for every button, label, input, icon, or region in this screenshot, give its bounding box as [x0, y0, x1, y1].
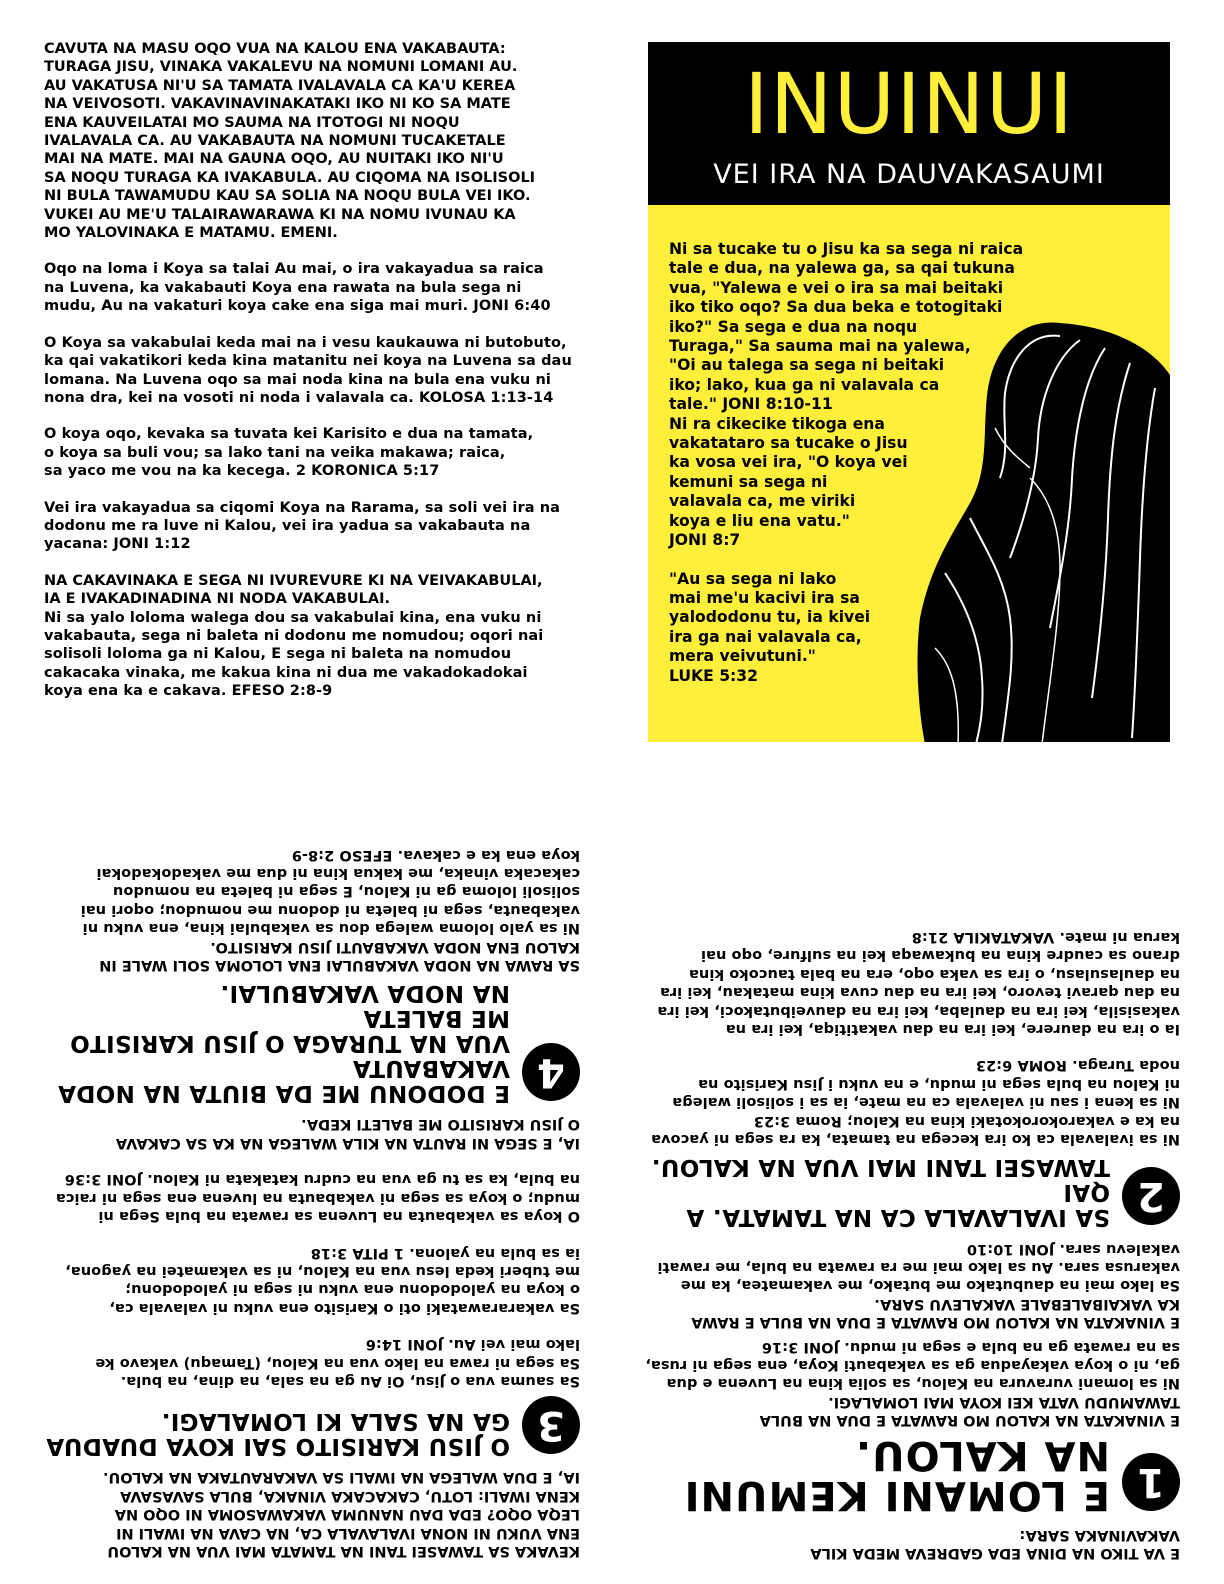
verse-joni-14-6: Sa sauma vua o Jisu, Oi Au ga na sala, na dina, na bula. Sa sega ni rawa na lako vua na Kalou, (Tamaqu) vakavo ke lako mai vei Au. JONI 14:6	[95, 1336, 580, 1389]
verse-efeso-2-8: Ni sa yalo loloma walega dou sa vakabulai kina, ena vuku ni vakabauta, sega ni baleta ni dodonu me nomudou; oqori nai solisoli loloma ga ni Kalou, E sega ni baleta na nomudou cakacaka vinaka, me kakua kina ni dua me vakadokadokai koya ena ka e cakava. EFESO 2:8-9	[80, 846, 580, 937]
step-3-title: O JISU KARISITO SAI KOYA DUADUA GA NA SALA KI LOMALAGI.	[46, 1407, 510, 1459]
verse-vakatakila: Ia o ira na daurere, kei ira na dau vakatitiqa, kei ira na vakasisila, kei ira na daulaba, kei ira na dauveibutakoci, kei ira na dau qaravi tevoro, kei ira na dau cuva kina matakau, kei ira na daulasulasu, o ira sa vaka oqo, era na bala taucoko kina drano sa caudre kina na bukawaqa kei na sulfure, oqo nai karua ni mate. VAKATAKILA 21:8	[657, 929, 1180, 1038]
cover-verse-joni-8: Ni sa tucake tu o Jisu ka sa sega ni raica tale e dua, na yalewa ga, sa qai tukuna vua, "Yalewa e vei o ira sa mai beitaki iko tiko oqo? Sa dua beka e totogitaki iko?" Sa sega e dua na noqu Turaga," Sa sauma mai na yalewa, "Oi au talega sa sega ni beitaki iko; lako, kua ga ni valavala ca tale." JONI 8:10-11 Ni ra cikecike tikoga ena vakatataro sa tucake o Jisu ka vosa vei ira, "O koya vei kemuni sa sega ni valavala ca, me viriki koya e liu ena vatu." JONI 8:7	[669, 240, 1024, 550]
verse-joni-3-16: Ni sa lomani vuravura na Kalou, sa solia kina na Luvena e dua ga, ni o koya vakayadua ga sa vakabauti Koya, ena sega ni rusa, sa na rawata ga na bula e sega ni mudu. JONI 3:16	[645, 1338, 1180, 1392]
verse-joni-10-10: Sa lako mai na daubutako me butako, me vakamatea, ka me vakarusa sara. Au sa lako mai me ra rawata na bula, me rawati vakalevu sara. JONI 10:10	[657, 1240, 1180, 1294]
verse-efeso: Ni sa yalo loloma walega dou sa vakabulai kina, ena vuku ni vakabauta, sega ni baleta ni dodonu me nomudou; oqori nai solisoli loloma ga ni Kalou, E sega ni baleta na nomudou cakacaka vinaka, me kakua kina ni dua me vakadokadokai koya ena ka e cakava. EFESO 2:8-9	[44, 609, 544, 700]
works-heading: NA CAKAVINAKA E SEGA NI IVUREVURE KI NA VEIVAKABULAI, IA E IVAKADINADINA NI NODA VAKABULAI.	[44, 572, 543, 608]
step-4	[40, 980, 580, 1105]
prayer-panel	[44, 40, 584, 701]
steps-1-2-panel	[640, 822, 1180, 1562]
step-4-heading: SA RAWA NA NODA VAKABULAI ENA LOLOMA SOLI WALE IN KALOU ENA NODA VAKABAUTI JISU KARISITO.	[99, 938, 580, 974]
knowing-not-enough: IA, E SEGA NI RAUTA NA KILA WALEGA NA KA SA CAKAVA O JISU KARISITO ME BALETI KEDA.	[115, 1116, 580, 1151]
step-1-title: E LOMANI KEMUNI NA KALOU.	[683, 1432, 1110, 1519]
verse-roma-3-23: Ni sa ivalavala ca ko ira kecega na tamata, ka ra sega ni yacova na ka e vakarokorokotaki kina na Kalou; Roma 3:23	[651, 1112, 1180, 1148]
step-3	[40, 1396, 580, 1458]
solution-intro: KEVAKA SA TAWASEI TANI NA TAMATA MAI VUA NA KALOU ENA VUKU NI NONA IVALAVALA CA, NA CAVA NA IWALI NI LEQA OQO? EDA DAU NANUMA VAKAWASOMA NI OQO NA KENA IWALI: LOTU, CAKACAKA VINAKA, BULA SAVASAVA IA, E DUA WALEGA NA IWALI SA VAKARAUTAKA NA KALOU.	[103, 1469, 580, 1559]
verse-kolosa: O Koya sa vakabulai keda mai na i vesu kaukauwa ni butobuto, ka qai vakatikori keda kina matanitu nei koya na Luvena sa dau lomana. Na Luvena oqo sa mai noda kina na bula ena vuku ni nona dra, kei na vosoti ni noda i valavala ca. KOLOSA 1:13-14	[44, 334, 572, 406]
verse-joni-6-40: Oqo na loma i Koya sa talai Au mai, o ira vakayadua sa raica na Luvena, ka vakabauti Koya ena rawata na bula sega ni mudu, Au na vakaturi koya cake ena siga mai muri. JONI 6:40	[44, 261, 551, 315]
step-1-badge: 1	[1122, 1453, 1180, 1511]
verse-1-pita: Sa vakararawataki oti o Karisito ena vuku ni valavala ca, o koya na yalododonu ena vuku ni sega ni yalododonu; me tuberi keda lesu vua na Kalou, ni sa vakamatei na yagona, ia sa bula na yalona. 1 PITA 3:18	[65, 1244, 580, 1316]
step-2-title: SA IVALAVALA CA NA TAMATA. A QAI TAWASEI TANI MAI VUA NA KALOU.	[651, 1154, 1110, 1231]
step-1	[640, 1432, 1180, 1519]
verse-joni-1-12: Vei ira vakayadua sa ciqomi Koya na Rarama, sa soli vei ira na dodonu me ra luve ni Kalou, vei ira yadua sa vakabauta na yacana: JONI 1:12	[44, 499, 561, 553]
verse-joni-3-36: O koya sa vakabauta na Luvena sa rawata na bula Sega ni mudu; o koya sa sega ni vakabauta na luvena ena sega ni raica na bula, ka sa tu ga vua na cudru katakata ni Kalou. JONI 3:36	[55, 1171, 580, 1225]
step-1-heading: E VINAKATA NA KALOU MO RAWATA E DUA NA BULA TAWAMUDU VATA KEI KOYA MAI LOMALAGI.	[759, 1393, 1180, 1429]
cover-title: INUINUI	[744, 55, 1074, 153]
verse-roma-6-23: Ni sa kena i sau ni valavala ca na mate, ia sa i solisoli walega ni Kalou na bula sega ni mudu, e na vuku i Jisu Karisito na noda Turaga. ROMA 6:23	[672, 1057, 1180, 1111]
step-1-heading-2: E VINAKATA NA KALOU MO RAWATA E DUA NA BULA E RAWA KA VAKAIBALEBALE VAKALEVU SARA.	[691, 1295, 1180, 1331]
step-4-badge: 4	[522, 1043, 580, 1101]
steps-3-4-panel	[40, 800, 580, 1560]
step-2-badge: 2	[1122, 1167, 1180, 1225]
step-2	[640, 1154, 1180, 1229]
cover-panel	[648, 42, 1170, 742]
step-3-badge: 3	[522, 1396, 580, 1454]
cover-header	[648, 42, 1170, 205]
verse-2-koronica: O koya oqo, kevaka sa tuvata kei Karisito e dua na tamata, o koya sa buli vou; sa lako tani na veika makawa; raica, sa yaco me vou na ka kecega. 2 KORONICA 5:17	[44, 426, 534, 480]
cover-subtitle: VEI IRA NA DAUVAKASAUMI	[713, 159, 1105, 190]
cover-verse-luke: "Au sa sega ni lako mai me'u kacivi ira sa yalododonu tu, ia kivei ira ga nai valavala ca, mera veivutuni." LUKE 5:32	[669, 569, 871, 685]
truths-intro: E VA TIKO NA DINA EDA GADREVA MEDA KILA VAKAVINAKA SARA:	[810, 1526, 1180, 1561]
step-4-title: E DODONU ME DA BIUTA NA NODA VAKABAUTA VUA NA TURAGA O JISU KARISITO ME BALETA NA NODA VAKABULAI.	[57, 980, 510, 1107]
cover-text	[669, 240, 1069, 686]
prayer-text: CAVUTA NA MASU OQO VUA NA KALOU ENA VAKABAUTA: TURAGA JISU, VINAKA VAKALEVU NA NOMUNI LOMANI AU. AU VAKATUSA NI'U SA TAMATA IVALAVALA CA KA'U KEREA NA VEIVOSOTI. VAKAVINAVINAKATAKI IKO NI KO SA MATE ENA KAUVEILATAI MO SAUMA NA ITOTOGI NI NOQU IVALAVALA CA. AU VAKABAUTA NA NOMUNI TUCAKETALE MAI NA MATE. MAI NA GAUNA OQO, AU NUITAKI IKO NI'U SA NOQU TURAGA KA IVAKABULA. AU CIQOMA NA ISOLISOLI NI BULA TAWAMUDU KAU SA SOLIA NA NOQU BULA VEI IKO. VUKEI AU ME'U TALAIRAWARAWA KI NA NOMU IVUNAU KA MO YALOVINAKA E MATAMU. EMENI.	[44, 41, 536, 242]
